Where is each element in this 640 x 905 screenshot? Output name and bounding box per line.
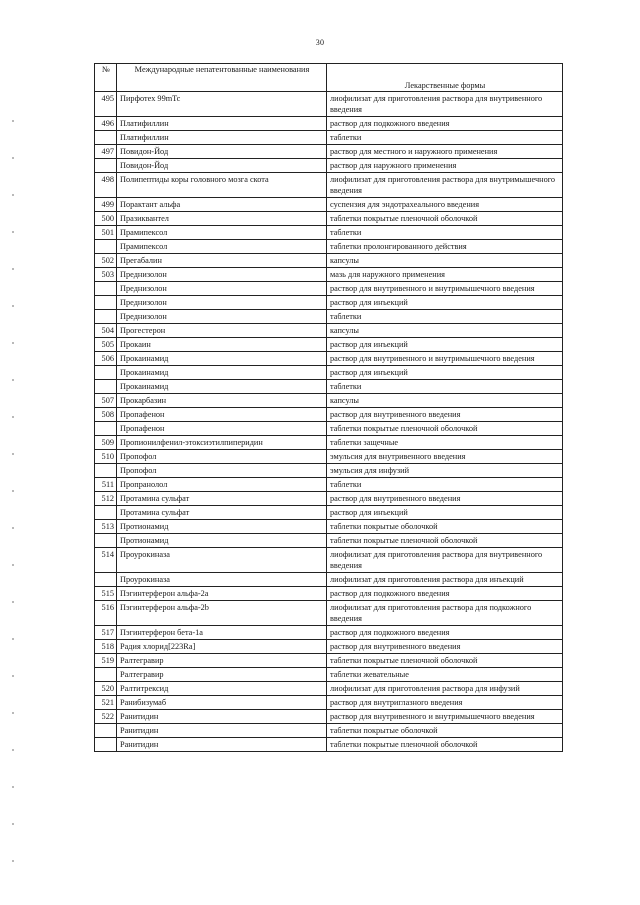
page-number: 30: [315, 38, 325, 47]
dosage-form: суспензия для эндотрахеального введения: [327, 198, 563, 212]
drug-name: Пэгинтерферон бета-1a: [117, 626, 327, 640]
table-row: [95, 394, 563, 408]
table-row: [95, 534, 563, 548]
dosage-form: мазь для наружного применения: [327, 268, 563, 282]
dosage-form: таблетки покрытые оболочкой: [327, 724, 563, 738]
dosage-form: раствор для инъекций: [327, 506, 563, 520]
scan-dot: [12, 675, 14, 677]
dosage-form: таблетки: [327, 380, 563, 394]
table-row: [95, 422, 563, 436]
drug-name: Прокаинамид: [117, 380, 327, 394]
scan-dot: [12, 527, 14, 529]
header-number: №: [95, 64, 117, 92]
drug-table: [94, 63, 563, 752]
scan-dot: [12, 490, 14, 492]
row-number: [95, 534, 117, 548]
scan-dot: [12, 342, 14, 344]
drug-name: Преднизолон: [117, 296, 327, 310]
drug-name: Порактант альфа: [117, 198, 327, 212]
table-row: [95, 640, 563, 654]
dosage-form: раствор для внутривенного введения: [327, 640, 563, 654]
dosage-form: таблетки: [327, 478, 563, 492]
row-number: 514: [95, 548, 117, 573]
table-row: [95, 240, 563, 254]
row-number: 501: [95, 226, 117, 240]
drug-name: Пропафенон: [117, 408, 327, 422]
table-row: [95, 324, 563, 338]
drug-name: Прокаин: [117, 338, 327, 352]
table-row: [95, 710, 563, 724]
table-row: [95, 117, 563, 131]
row-number: 499: [95, 198, 117, 212]
scan-dot: [12, 786, 14, 788]
dosage-form: раствор для инъекций: [327, 338, 563, 352]
drug-name: Радия хлорид[223Ra]: [117, 640, 327, 654]
table-row: [95, 380, 563, 394]
dosage-form: лиофилизат для приготовления раствора для инфузий: [327, 682, 563, 696]
scan-margin-marks: [10, 0, 18, 905]
drug-name: Ранибизумаб: [117, 696, 327, 710]
table-row: [95, 173, 563, 198]
row-number: 500: [95, 212, 117, 226]
dosage-form: таблетки покрытые оболочкой: [327, 520, 563, 534]
table-row: [95, 668, 563, 682]
row-number: 504: [95, 324, 117, 338]
drug-name: Ранитидин: [117, 724, 327, 738]
drug-name: Прогестерон: [117, 324, 327, 338]
table-row: [95, 296, 563, 310]
dosage-form: лиофилизат для приготовления раствора для внутримышечного введения: [327, 173, 563, 198]
row-number: 511: [95, 478, 117, 492]
header-form: Лекарственные формы: [327, 64, 563, 92]
dosage-form: раствор для инъекций: [327, 366, 563, 380]
drug-name: Пэгинтерферон альфа-2b: [117, 601, 327, 626]
table-row: [95, 492, 563, 506]
table-row: [95, 226, 563, 240]
drug-name: Ралтегравир: [117, 668, 327, 682]
table-row: [95, 601, 563, 626]
row-number: 522: [95, 710, 117, 724]
drug-name: Пропофол: [117, 464, 327, 478]
table-row: [95, 520, 563, 534]
dosage-form: раствор для внутривенного и внутримышечного введения: [327, 352, 563, 366]
dosage-form: раствор для внутривенного введения: [327, 492, 563, 506]
dosage-form: раствор для внутривенного и внутримышечного введения: [327, 282, 563, 296]
dosage-form: раствор для внутривенного введения: [327, 408, 563, 422]
scan-dot: [12, 305, 14, 307]
row-number: [95, 422, 117, 436]
scan-dot: [12, 638, 14, 640]
row-number: 503: [95, 268, 117, 282]
dosage-form: таблетки покрытые пленочной оболочкой: [327, 534, 563, 548]
table-row: [95, 682, 563, 696]
table-row: [95, 198, 563, 212]
drug-name: Прамипексол: [117, 240, 327, 254]
drug-name: Прамипексол: [117, 226, 327, 240]
row-number: 508: [95, 408, 117, 422]
row-number: [95, 282, 117, 296]
row-number: [95, 724, 117, 738]
dosage-form: раствор для наружного применения: [327, 159, 563, 173]
scan-dot: [12, 564, 14, 566]
scan-dot: [12, 231, 14, 233]
row-number: 505: [95, 338, 117, 352]
row-number: 520: [95, 682, 117, 696]
drug-name: Протамина сульфат: [117, 506, 327, 520]
drug-name: Пирфотех 99mTc: [117, 92, 327, 117]
dosage-form: таблетки: [327, 131, 563, 145]
drug-name: Пропионилфенил-этоксиэтилпиперидин: [117, 436, 327, 450]
table-row: [95, 268, 563, 282]
dosage-form: лиофилизат для приготовления раствора для инъекций: [327, 573, 563, 587]
row-number: [95, 668, 117, 682]
row-number: 502: [95, 254, 117, 268]
dosage-form: капсулы: [327, 254, 563, 268]
row-number: 496: [95, 117, 117, 131]
drug-name: Преднизолон: [117, 282, 327, 296]
row-number: 509: [95, 436, 117, 450]
table-row: [95, 310, 563, 324]
table-row: [95, 506, 563, 520]
dosage-form: таблетки пролонгированного действия: [327, 240, 563, 254]
table-row: [95, 145, 563, 159]
scan-dot: [12, 453, 14, 455]
drug-name: Прокаинамид: [117, 366, 327, 380]
table-row: [95, 587, 563, 601]
table-row: [95, 159, 563, 173]
scan-dot: [12, 268, 14, 270]
row-number: [95, 366, 117, 380]
drug-name: Пэгинтерферон альфа-2a: [117, 587, 327, 601]
dosage-form: раствор для инъекций: [327, 296, 563, 310]
row-number: [95, 573, 117, 587]
dosage-form: таблетки покрытые пленочной оболочкой: [327, 212, 563, 226]
table-row: [95, 696, 563, 710]
row-number: [95, 380, 117, 394]
dosage-form: раствор для подкожного введения: [327, 117, 563, 131]
drug-name: Полипептиды коры головного мозга скота: [117, 173, 327, 198]
table-row: [95, 92, 563, 117]
drug-name: Прокарбазин: [117, 394, 327, 408]
scan-dot: [12, 194, 14, 196]
scan-dot: [12, 120, 14, 122]
table-row: [95, 212, 563, 226]
dosage-form: раствор для подкожного введения: [327, 626, 563, 640]
header-name: Международные непатентованные наименования: [117, 64, 327, 92]
row-number: 512: [95, 492, 117, 506]
table-row: [95, 573, 563, 587]
table-row: [95, 436, 563, 450]
table-row: [95, 131, 563, 145]
dosage-form: таблетки: [327, 310, 563, 324]
drug-name: Платифиллин: [117, 117, 327, 131]
row-number: [95, 296, 117, 310]
dosage-form: капсулы: [327, 394, 563, 408]
row-number: 516: [95, 601, 117, 626]
dosage-form: раствор для местного и наружного применения: [327, 145, 563, 159]
dosage-form: лиофилизат для приготовления раствора для внутривенного введения: [327, 92, 563, 117]
table-row: [95, 408, 563, 422]
dosage-form: раствор для подкожного введения: [327, 587, 563, 601]
dosage-form: таблетки покрытые пленочной оболочкой: [327, 422, 563, 436]
row-number: 517: [95, 626, 117, 640]
table-row: [95, 548, 563, 573]
scan-dot: [12, 860, 14, 862]
table-row: [95, 338, 563, 352]
row-number: 518: [95, 640, 117, 654]
dosage-form: таблетки защечные: [327, 436, 563, 450]
drug-name: Ралтитрексид: [117, 682, 327, 696]
drug-name: Протионамид: [117, 520, 327, 534]
drug-name: Протамина сульфат: [117, 492, 327, 506]
drug-name: Платифиллин: [117, 131, 327, 145]
drug-name: Пропофол: [117, 450, 327, 464]
drug-name: Повидон-Йод: [117, 145, 327, 159]
scan-dot: [12, 601, 14, 603]
row-number: 497: [95, 145, 117, 159]
table-body: [95, 92, 563, 752]
table-row: [95, 464, 563, 478]
table-header: [95, 64, 563, 92]
dosage-form: таблетки жевательные: [327, 668, 563, 682]
drug-name: Ралтегравир: [117, 654, 327, 668]
table-row: [95, 478, 563, 492]
row-number: 498: [95, 173, 117, 198]
table-row: [95, 450, 563, 464]
row-number: 519: [95, 654, 117, 668]
scan-dot: [12, 749, 14, 751]
scan-dot: [12, 712, 14, 714]
dosage-form: раствор для внутривенного и внутримышечного введения: [327, 710, 563, 724]
drug-name: Пропафенон: [117, 422, 327, 436]
dosage-form: лиофилизат для приготовления раствора для внутривенного введения: [327, 548, 563, 573]
drug-name: Прокаинамид: [117, 352, 327, 366]
table-row: [95, 738, 563, 752]
row-number: [95, 240, 117, 254]
table-row: [95, 654, 563, 668]
row-number: 506: [95, 352, 117, 366]
row-number: [95, 131, 117, 145]
dosage-form: таблетки покрытые пленочной оболочкой: [327, 738, 563, 752]
drug-name: Преднизолон: [117, 268, 327, 282]
table-row: [95, 254, 563, 268]
row-number: [95, 738, 117, 752]
drug-name: Пропранолол: [117, 478, 327, 492]
row-number: [95, 159, 117, 173]
dosage-form: капсулы: [327, 324, 563, 338]
dosage-form: эмульсия для внутривенного введения: [327, 450, 563, 464]
drug-name: Празиквантел: [117, 212, 327, 226]
drug-name: Преднизолон: [117, 310, 327, 324]
dosage-form: раствор для внутриглазного введения: [327, 696, 563, 710]
scan-dot: [12, 379, 14, 381]
header-row: [95, 64, 563, 92]
scan-dot: [12, 157, 14, 159]
table-row: [95, 724, 563, 738]
dosage-form: таблетки покрытые пленочной оболочкой: [327, 654, 563, 668]
table-row: [95, 366, 563, 380]
row-number: 510: [95, 450, 117, 464]
drug-name: Ранитидин: [117, 738, 327, 752]
row-number: [95, 310, 117, 324]
row-number: [95, 506, 117, 520]
drug-name: Ранитидин: [117, 710, 327, 724]
scan-dot: [12, 416, 14, 418]
table-row: [95, 626, 563, 640]
scan-dot: [12, 823, 14, 825]
drug-name: Проурокиназа: [117, 573, 327, 587]
table-row: [95, 282, 563, 296]
row-number: 495: [95, 92, 117, 117]
drug-name: Проурокиназа: [117, 548, 327, 573]
drug-name: Повидон-Йод: [117, 159, 327, 173]
row-number: [95, 464, 117, 478]
table-row: [95, 352, 563, 366]
dosage-form: таблетки: [327, 226, 563, 240]
row-number: 521: [95, 696, 117, 710]
dosage-form: лиофилизат для приготовления раствора для подкожного введения: [327, 601, 563, 626]
drug-name: Протионамид: [117, 534, 327, 548]
row-number: 515: [95, 587, 117, 601]
drug-name: Прегабалин: [117, 254, 327, 268]
row-number: 507: [95, 394, 117, 408]
row-number: 513: [95, 520, 117, 534]
dosage-form: эмульсия для инфузий: [327, 464, 563, 478]
